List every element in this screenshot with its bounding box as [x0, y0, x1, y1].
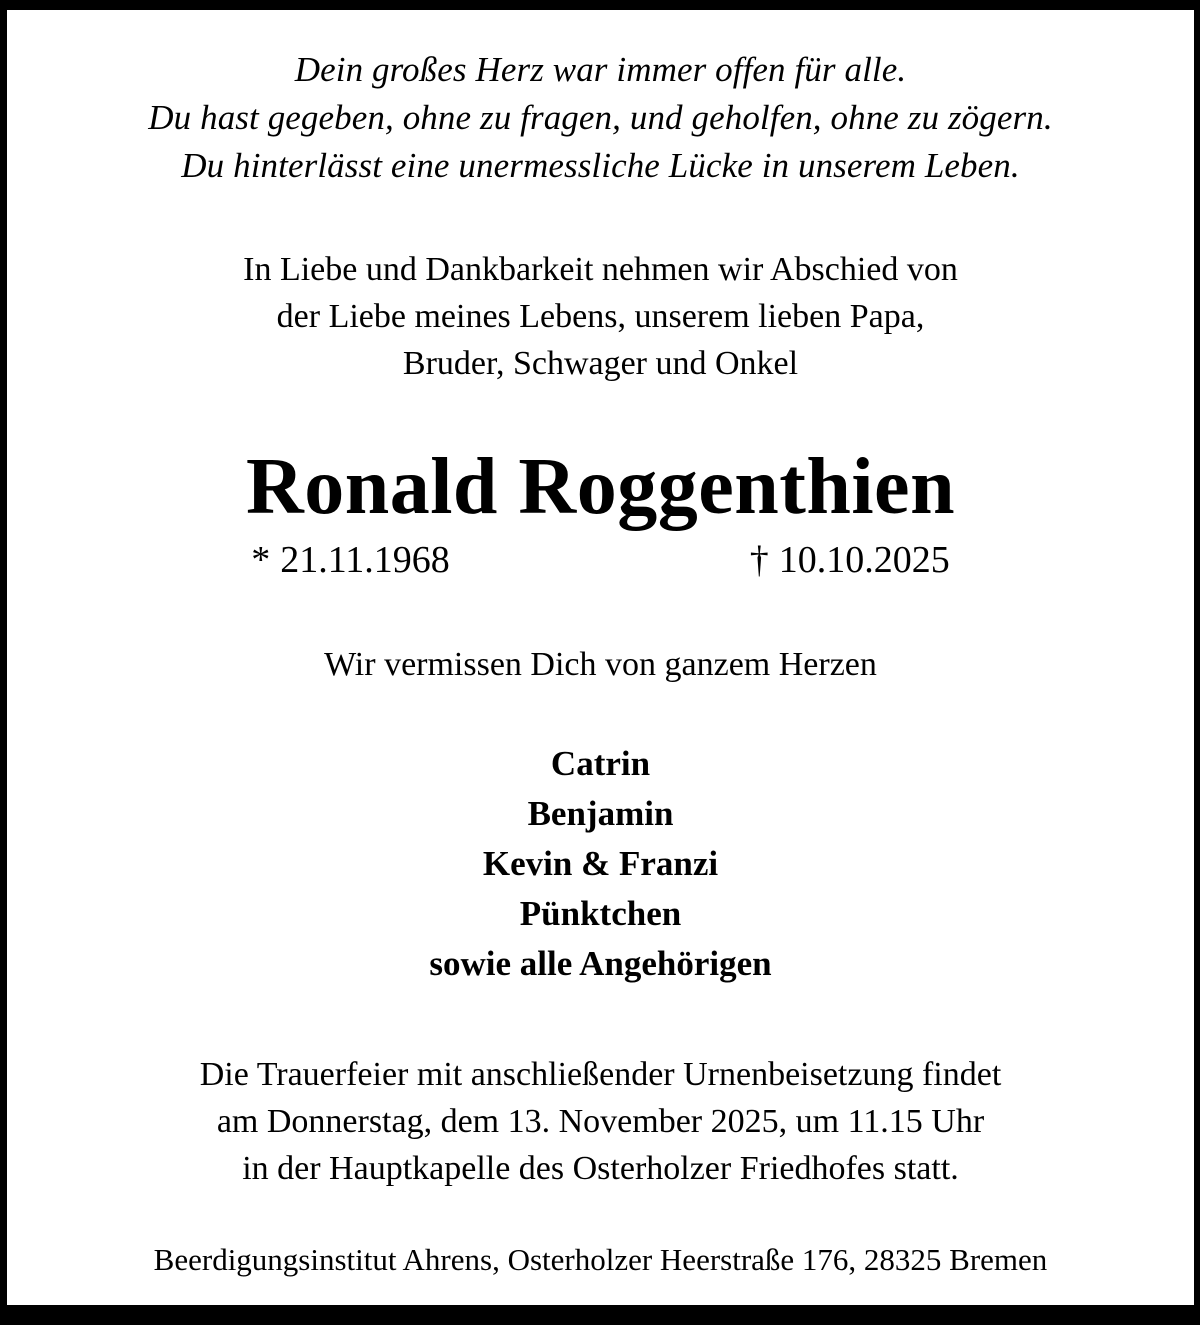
- service-line-2: am Donnerstag, dem 13. November 2025, um 11.15 Uhr: [216, 1103, 985, 1140]
- intro-line-1: In Liebe und Dankbarkeit nehmen wir Abschied von: [243, 251, 958, 288]
- funeral-service-details: [41, 1051, 1160, 1192]
- memorial-verse: [41, 10, 1160, 190]
- verse-line-3: Du hinterlässt eine unermessliche Lücke in unserem Leben.: [181, 146, 1020, 185]
- service-line-3: in der Hauptkapelle des Osterholzer Friedhofes statt.: [242, 1150, 959, 1187]
- introduction-text: [41, 246, 1160, 387]
- mourner-item: Kevin & Franzi: [482, 844, 719, 883]
- obituary-content: [7, 10, 1194, 1305]
- mourners-list: [41, 739, 1160, 989]
- mourner-item: Benjamin: [527, 794, 674, 833]
- death-cross-icon: †: [749, 539, 769, 581]
- life-dates: [41, 537, 1160, 583]
- verse-line-1: Dein großes Herz war immer offen für alle.: [294, 50, 907, 89]
- mourner-item: Catrin: [550, 744, 651, 783]
- death-date-value: 10.10.2025: [778, 539, 950, 581]
- birth-star-icon: *: [251, 539, 271, 581]
- intro-line-2: der Liebe meines Lebens, unserem lieben Papa,: [276, 298, 925, 335]
- remembrance-line: Wir vermissen Dich von ganzem Herzen: [324, 646, 877, 683]
- funeral-home-info: Beerdigungsinstitut Ahrens, Osterholzer Heerstraße 176, 28325 Bremen: [153, 1242, 1048, 1277]
- verse-line-2: Du hast gegeben, ohne zu fragen, und geholfen, ohne zu zögern.: [148, 98, 1053, 137]
- service-line-1: Die Trauerfeier mit anschließender Urnenbeisetzung findet: [199, 1056, 1002, 1093]
- birth-date-value: 21.11.1968: [280, 539, 450, 581]
- mourner-item: Pünktchen: [519, 894, 682, 933]
- deceased-name: Ronald Roggenthien: [245, 443, 956, 531]
- birth-date: [251, 537, 450, 583]
- mourner-item: sowie alle Angehörigen: [429, 944, 772, 983]
- intro-line-3: Bruder, Schwager und Onkel: [402, 345, 799, 382]
- death-date: [750, 537, 950, 583]
